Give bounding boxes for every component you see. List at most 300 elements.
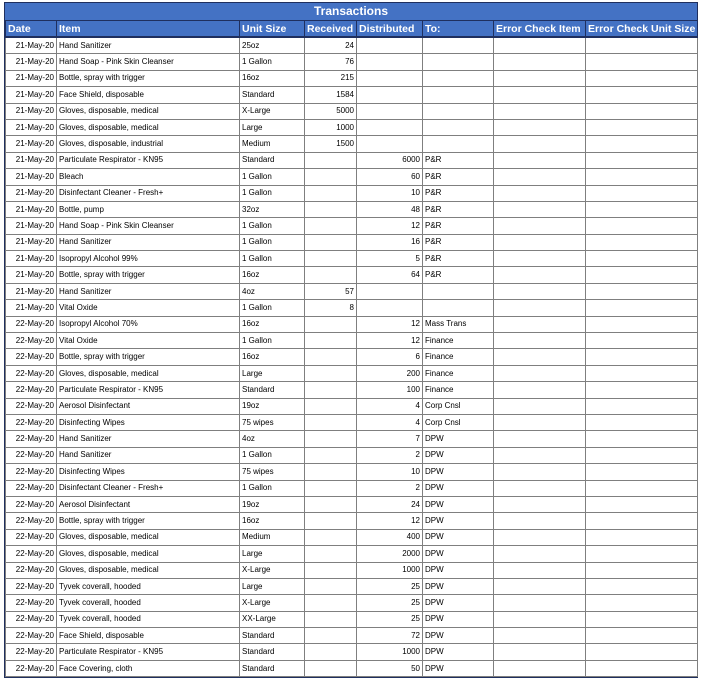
cell-error-check-item[interactable]: [494, 480, 586, 496]
cell-to[interactable]: DPW: [423, 578, 494, 594]
cell-error-check-unit-size[interactable]: [586, 595, 698, 611]
cell-error-check-unit-size[interactable]: [586, 218, 698, 234]
cell-error-check-item[interactable]: [494, 316, 586, 332]
cell-to[interactable]: P&R: [423, 169, 494, 185]
cell-error-check-unit-size[interactable]: [586, 398, 698, 414]
cell-item[interactable]: Gloves, disposable, medical: [57, 119, 240, 135]
cell-received[interactable]: [305, 218, 357, 234]
cell-to[interactable]: DPW: [423, 431, 494, 447]
cell-to[interactable]: [423, 37, 494, 54]
cell-item[interactable]: Hand Soap - Pink Skin Cleanser: [57, 54, 240, 70]
cell-date[interactable]: 22-May-20: [6, 464, 57, 480]
cell-error-check-unit-size[interactable]: [586, 414, 698, 430]
cell-item[interactable]: Isopropyl Alcohol 70%: [57, 316, 240, 332]
cell-to[interactable]: DPW: [423, 611, 494, 627]
cell-received[interactable]: 8: [305, 300, 357, 316]
cell-to[interactable]: DPW: [423, 595, 494, 611]
cell-to[interactable]: Mass Trans: [423, 316, 494, 332]
cell-received[interactable]: [305, 644, 357, 660]
cell-item[interactable]: Gloves, disposable, medical: [57, 365, 240, 381]
cell-distributed[interactable]: [357, 300, 423, 316]
cell-received[interactable]: [305, 234, 357, 250]
cell-date[interactable]: 22-May-20: [6, 578, 57, 594]
cell-received[interactable]: 24: [305, 37, 357, 54]
cell-to[interactable]: DPW: [423, 644, 494, 660]
cell-item[interactable]: Bottle, pump: [57, 201, 240, 217]
cell-to[interactable]: Corp Cnsl: [423, 398, 494, 414]
cell-date[interactable]: 22-May-20: [6, 447, 57, 463]
cell-item[interactable]: Hand Sanitizer: [57, 431, 240, 447]
cell-date[interactable]: 22-May-20: [6, 660, 57, 676]
cell-to[interactable]: [423, 87, 494, 103]
cell-error-check-item[interactable]: [494, 365, 586, 381]
cell-error-check-unit-size[interactable]: [586, 201, 698, 217]
cell-error-check-unit-size[interactable]: [586, 529, 698, 545]
cell-to[interactable]: P&R: [423, 218, 494, 234]
cell-distributed[interactable]: 2000: [357, 546, 423, 562]
cell-item[interactable]: Hand Sanitizer: [57, 234, 240, 250]
cell-received[interactable]: [305, 628, 357, 644]
cell-error-check-item[interactable]: [494, 529, 586, 545]
cell-unit-size[interactable]: Medium: [240, 529, 305, 545]
cell-error-check-unit-size[interactable]: [586, 283, 698, 299]
cell-date[interactable]: 21-May-20: [6, 251, 57, 267]
cell-error-check-unit-size[interactable]: [586, 578, 698, 594]
cell-date[interactable]: 21-May-20: [6, 283, 57, 299]
cell-date[interactable]: 21-May-20: [6, 119, 57, 135]
cell-error-check-item[interactable]: [494, 119, 586, 135]
cell-distributed[interactable]: 12: [357, 218, 423, 234]
cell-error-check-item[interactable]: [494, 136, 586, 152]
cell-item[interactable]: Disinfectant Cleaner - Fresh+: [57, 185, 240, 201]
cell-to[interactable]: Finance: [423, 349, 494, 365]
cell-date[interactable]: 22-May-20: [6, 546, 57, 562]
cell-date[interactable]: 22-May-20: [6, 611, 57, 627]
cell-to[interactable]: [423, 103, 494, 119]
cell-date[interactable]: 21-May-20: [6, 136, 57, 152]
cell-to[interactable]: DPW: [423, 513, 494, 529]
cell-received[interactable]: [305, 201, 357, 217]
cell-received[interactable]: [305, 447, 357, 463]
cell-received[interactable]: [305, 169, 357, 185]
cell-date[interactable]: 21-May-20: [6, 218, 57, 234]
cell-error-check-item[interactable]: [494, 37, 586, 54]
cell-error-check-item[interactable]: [494, 447, 586, 463]
cell-distributed[interactable]: [357, 54, 423, 70]
cell-distributed[interactable]: 60: [357, 169, 423, 185]
cell-distributed[interactable]: 100: [357, 382, 423, 398]
cell-distributed[interactable]: 6000: [357, 152, 423, 168]
cell-to[interactable]: DPW: [423, 480, 494, 496]
cell-error-check-item[interactable]: [494, 300, 586, 316]
header-error-check-item[interactable]: Error Check Item: [494, 21, 586, 37]
cell-unit-size[interactable]: 16oz: [240, 267, 305, 283]
cell-error-check-unit-size[interactable]: [586, 185, 698, 201]
cell-error-check-unit-size[interactable]: [586, 513, 698, 529]
header-unit-size[interactable]: Unit Size: [240, 21, 305, 37]
cell-distributed[interactable]: [357, 37, 423, 54]
cell-date[interactable]: 22-May-20: [6, 316, 57, 332]
cell-date[interactable]: 22-May-20: [6, 431, 57, 447]
cell-received[interactable]: [305, 414, 357, 430]
cell-unit-size[interactable]: X-Large: [240, 595, 305, 611]
header-distributed[interactable]: Distributed: [357, 21, 423, 37]
cell-to[interactable]: DPW: [423, 529, 494, 545]
cell-received[interactable]: [305, 349, 357, 365]
cell-date[interactable]: 21-May-20: [6, 201, 57, 217]
cell-date[interactable]: 22-May-20: [6, 496, 57, 512]
cell-unit-size[interactable]: 1 Gallon: [240, 333, 305, 349]
cell-received[interactable]: 1584: [305, 87, 357, 103]
cell-item[interactable]: Disinfecting Wipes: [57, 414, 240, 430]
cell-date[interactable]: 22-May-20: [6, 349, 57, 365]
cell-error-check-unit-size[interactable]: [586, 382, 698, 398]
cell-item[interactable]: Vital Oxide: [57, 300, 240, 316]
cell-date[interactable]: 21-May-20: [6, 70, 57, 86]
cell-error-check-unit-size[interactable]: [586, 103, 698, 119]
cell-date[interactable]: 21-May-20: [6, 234, 57, 250]
cell-item[interactable]: Hand Sanitizer: [57, 37, 240, 54]
cell-error-check-item[interactable]: [494, 595, 586, 611]
cell-date[interactable]: 22-May-20: [6, 529, 57, 545]
cell-to[interactable]: P&R: [423, 267, 494, 283]
cell-to[interactable]: Finance: [423, 382, 494, 398]
cell-unit-size[interactable]: 1 Gallon: [240, 185, 305, 201]
cell-error-check-unit-size[interactable]: [586, 251, 698, 267]
cell-item[interactable]: Isopropyl Alcohol 99%: [57, 251, 240, 267]
cell-item[interactable]: Gloves, disposable, medical: [57, 529, 240, 545]
cell-error-check-unit-size[interactable]: [586, 431, 698, 447]
cell-error-check-item[interactable]: [494, 283, 586, 299]
cell-distributed[interactable]: [357, 283, 423, 299]
cell-received[interactable]: [305, 480, 357, 496]
cell-date[interactable]: 21-May-20: [6, 185, 57, 201]
cell-received[interactable]: [305, 267, 357, 283]
cell-error-check-item[interactable]: [494, 103, 586, 119]
cell-distributed[interactable]: 72: [357, 628, 423, 644]
cell-error-check-unit-size[interactable]: [586, 480, 698, 496]
cell-unit-size[interactable]: 1 Gallon: [240, 54, 305, 70]
cell-unit-size[interactable]: 16oz: [240, 70, 305, 86]
cell-error-check-item[interactable]: [494, 628, 586, 644]
cell-error-check-unit-size[interactable]: [586, 136, 698, 152]
cell-distributed[interactable]: 25: [357, 595, 423, 611]
cell-unit-size[interactable]: Standard: [240, 87, 305, 103]
cell-error-check-item[interactable]: [494, 578, 586, 594]
cell-to[interactable]: Finance: [423, 333, 494, 349]
cell-date[interactable]: 22-May-20: [6, 365, 57, 381]
cell-unit-size[interactable]: 32oz: [240, 201, 305, 217]
cell-error-check-unit-size[interactable]: [586, 119, 698, 135]
cell-received[interactable]: [305, 185, 357, 201]
cell-to[interactable]: [423, 119, 494, 135]
cell-error-check-unit-size[interactable]: [586, 169, 698, 185]
cell-to[interactable]: Corp Cnsl: [423, 414, 494, 430]
cell-to[interactable]: P&R: [423, 152, 494, 168]
cell-date[interactable]: 21-May-20: [6, 169, 57, 185]
cell-unit-size[interactable]: Medium: [240, 136, 305, 152]
cell-to[interactable]: DPW: [423, 447, 494, 463]
cell-error-check-unit-size[interactable]: [586, 333, 698, 349]
cell-item[interactable]: Gloves, disposable, medical: [57, 546, 240, 562]
cell-distributed[interactable]: [357, 103, 423, 119]
cell-distributed[interactable]: [357, 119, 423, 135]
cell-error-check-unit-size[interactable]: [586, 267, 698, 283]
cell-received[interactable]: [305, 578, 357, 594]
cell-received[interactable]: 76: [305, 54, 357, 70]
cell-distributed[interactable]: 5: [357, 251, 423, 267]
cell-unit-size[interactable]: Standard: [240, 628, 305, 644]
cell-unit-size[interactable]: 4oz: [240, 283, 305, 299]
cell-item[interactable]: Gloves, disposable, industrial: [57, 136, 240, 152]
cell-received[interactable]: [305, 316, 357, 332]
cell-received[interactable]: 215: [305, 70, 357, 86]
cell-error-check-item[interactable]: [494, 660, 586, 676]
cell-distributed[interactable]: 4: [357, 414, 423, 430]
cell-error-check-item[interactable]: [494, 54, 586, 70]
cell-received[interactable]: [305, 464, 357, 480]
cell-distributed[interactable]: 10: [357, 464, 423, 480]
cell-unit-size[interactable]: Standard: [240, 660, 305, 676]
cell-to[interactable]: P&R: [423, 201, 494, 217]
cell-received[interactable]: [305, 398, 357, 414]
cell-error-check-unit-size[interactable]: [586, 300, 698, 316]
cell-item[interactable]: Gloves, disposable, medical: [57, 103, 240, 119]
cell-error-check-item[interactable]: [494, 152, 586, 168]
cell-error-check-unit-size[interactable]: [586, 349, 698, 365]
cell-item[interactable]: Aerosol Disinfectant: [57, 496, 240, 512]
cell-unit-size[interactable]: 16oz: [240, 513, 305, 529]
cell-distributed[interactable]: 50: [357, 660, 423, 676]
cell-error-check-unit-size[interactable]: [586, 87, 698, 103]
cell-item[interactable]: Hand Sanitizer: [57, 283, 240, 299]
cell-received[interactable]: [305, 431, 357, 447]
header-item[interactable]: Item: [57, 21, 240, 37]
cell-distributed[interactable]: 10: [357, 185, 423, 201]
cell-error-check-item[interactable]: [494, 382, 586, 398]
cell-error-check-item[interactable]: [494, 201, 586, 217]
cell-to[interactable]: Finance: [423, 365, 494, 381]
cell-date[interactable]: 21-May-20: [6, 87, 57, 103]
cell-date[interactable]: 21-May-20: [6, 103, 57, 119]
cell-error-check-item[interactable]: [494, 464, 586, 480]
cell-to[interactable]: [423, 136, 494, 152]
cell-distributed[interactable]: 48: [357, 201, 423, 217]
cell-date[interactable]: 22-May-20: [6, 382, 57, 398]
cell-to[interactable]: DPW: [423, 464, 494, 480]
cell-unit-size[interactable]: X-Large: [240, 103, 305, 119]
cell-received[interactable]: [305, 251, 357, 267]
cell-received[interactable]: [305, 333, 357, 349]
cell-unit-size[interactable]: 1 Gallon: [240, 447, 305, 463]
cell-date[interactable]: 22-May-20: [6, 480, 57, 496]
cell-error-check-unit-size[interactable]: [586, 365, 698, 381]
cell-received[interactable]: 1000: [305, 119, 357, 135]
cell-to[interactable]: [423, 70, 494, 86]
cell-date[interactable]: 21-May-20: [6, 300, 57, 316]
cell-to[interactable]: [423, 54, 494, 70]
cell-error-check-unit-size[interactable]: [586, 496, 698, 512]
cell-received[interactable]: 5000: [305, 103, 357, 119]
cell-error-check-unit-size[interactable]: [586, 644, 698, 660]
cell-unit-size[interactable]: 1 Gallon: [240, 218, 305, 234]
cell-received[interactable]: 1500: [305, 136, 357, 152]
cell-item[interactable]: Particulate Respirator - KN95: [57, 382, 240, 398]
cell-error-check-item[interactable]: [494, 169, 586, 185]
cell-distributed[interactable]: 25: [357, 611, 423, 627]
cell-distributed[interactable]: 24: [357, 496, 423, 512]
cell-error-check-unit-size[interactable]: [586, 37, 698, 54]
cell-received[interactable]: [305, 611, 357, 627]
header-error-check-unit-size[interactable]: Error Check Unit Size: [586, 21, 698, 37]
cell-error-check-item[interactable]: [494, 87, 586, 103]
cell-distributed[interactable]: 64: [357, 267, 423, 283]
cell-unit-size[interactable]: 1 Gallon: [240, 169, 305, 185]
cell-distributed[interactable]: 12: [357, 333, 423, 349]
cell-error-check-unit-size[interactable]: [586, 546, 698, 562]
header-to[interactable]: To:: [423, 21, 494, 37]
cell-error-check-unit-size[interactable]: [586, 464, 698, 480]
cell-error-check-item[interactable]: [494, 70, 586, 86]
cell-item[interactable]: Gloves, disposable, medical: [57, 562, 240, 578]
cell-item[interactable]: Tyvek coverall, hooded: [57, 595, 240, 611]
cell-unit-size[interactable]: Large: [240, 546, 305, 562]
cell-error-check-item[interactable]: [494, 333, 586, 349]
cell-item[interactable]: Disinfectant Cleaner - Fresh+: [57, 480, 240, 496]
cell-date[interactable]: 22-May-20: [6, 628, 57, 644]
cell-distributed[interactable]: [357, 87, 423, 103]
cell-received[interactable]: [305, 496, 357, 512]
cell-distributed[interactable]: 7: [357, 431, 423, 447]
cell-item[interactable]: Disinfecting Wipes: [57, 464, 240, 480]
cell-error-check-item[interactable]: [494, 611, 586, 627]
cell-date[interactable]: 22-May-20: [6, 333, 57, 349]
cell-unit-size[interactable]: 1 Gallon: [240, 300, 305, 316]
cell-unit-size[interactable]: 75 wipes: [240, 464, 305, 480]
cell-error-check-item[interactable]: [494, 513, 586, 529]
cell-received[interactable]: [305, 660, 357, 676]
cell-item[interactable]: Particulate Respirator - KN95: [57, 644, 240, 660]
cell-distributed[interactable]: 400: [357, 529, 423, 545]
cell-to[interactable]: DPW: [423, 546, 494, 562]
cell-to[interactable]: P&R: [423, 234, 494, 250]
cell-unit-size[interactable]: 1 Gallon: [240, 234, 305, 250]
cell-distributed[interactable]: 25: [357, 578, 423, 594]
cell-unit-size[interactable]: 4oz: [240, 431, 305, 447]
cell-received[interactable]: [305, 382, 357, 398]
cell-unit-size[interactable]: 19oz: [240, 496, 305, 512]
cell-date[interactable]: 21-May-20: [6, 54, 57, 70]
cell-item[interactable]: Hand Sanitizer: [57, 447, 240, 463]
cell-date[interactable]: 22-May-20: [6, 513, 57, 529]
cell-distributed[interactable]: 12: [357, 513, 423, 529]
cell-to[interactable]: [423, 283, 494, 299]
header-date[interactable]: Date: [6, 21, 57, 37]
cell-date[interactable]: 22-May-20: [6, 562, 57, 578]
cell-distributed[interactable]: 1000: [357, 562, 423, 578]
cell-received[interactable]: [305, 365, 357, 381]
cell-error-check-item[interactable]: [494, 562, 586, 578]
cell-to[interactable]: DPW: [423, 628, 494, 644]
cell-distributed[interactable]: 6: [357, 349, 423, 365]
cell-distributed[interactable]: 200: [357, 365, 423, 381]
cell-error-check-item[interactable]: [494, 349, 586, 365]
cell-unit-size[interactable]: 16oz: [240, 316, 305, 332]
cell-received[interactable]: [305, 152, 357, 168]
cell-item[interactable]: Bottle, spray with trigger: [57, 70, 240, 86]
cell-unit-size[interactable]: Large: [240, 578, 305, 594]
cell-item[interactable]: Bottle, spray with trigger: [57, 513, 240, 529]
cell-date[interactable]: 22-May-20: [6, 414, 57, 430]
cell-date[interactable]: 22-May-20: [6, 595, 57, 611]
cell-date[interactable]: 21-May-20: [6, 152, 57, 168]
cell-unit-size[interactable]: 19oz: [240, 398, 305, 414]
cell-item[interactable]: Vital Oxide: [57, 333, 240, 349]
cell-error-check-unit-size[interactable]: [586, 447, 698, 463]
cell-error-check-item[interactable]: [494, 267, 586, 283]
cell-unit-size[interactable]: Large: [240, 119, 305, 135]
cell-item[interactable]: Bottle, spray with trigger: [57, 349, 240, 365]
cell-distributed[interactable]: 1000: [357, 644, 423, 660]
cell-error-check-item[interactable]: [494, 414, 586, 430]
cell-to[interactable]: P&R: [423, 251, 494, 267]
cell-to[interactable]: DPW: [423, 660, 494, 676]
cell-error-check-unit-size[interactable]: [586, 628, 698, 644]
cell-error-check-item[interactable]: [494, 398, 586, 414]
cell-received[interactable]: [305, 595, 357, 611]
cell-item[interactable]: Hand Soap - Pink Skin Cleanser: [57, 218, 240, 234]
cell-distributed[interactable]: 12: [357, 316, 423, 332]
cell-item[interactable]: Bleach: [57, 169, 240, 185]
cell-distributed[interactable]: 16: [357, 234, 423, 250]
cell-unit-size[interactable]: 1 Gallon: [240, 251, 305, 267]
cell-item[interactable]: Aerosol Disinfectant: [57, 398, 240, 414]
cell-item[interactable]: Face Shield, disposable: [57, 87, 240, 103]
cell-unit-size[interactable]: X-Large: [240, 562, 305, 578]
cell-date[interactable]: 21-May-20: [6, 37, 57, 54]
cell-item[interactable]: Tyvek coverall, hooded: [57, 611, 240, 627]
cell-unit-size[interactable]: 1 Gallon: [240, 480, 305, 496]
cell-distributed[interactable]: [357, 136, 423, 152]
cell-error-check-unit-size[interactable]: [586, 562, 698, 578]
cell-item[interactable]: Tyvek coverall, hooded: [57, 578, 240, 594]
cell-error-check-item[interactable]: [494, 234, 586, 250]
cell-unit-size[interactable]: 25oz: [240, 37, 305, 54]
cell-item[interactable]: Particulate Respirator - KN95: [57, 152, 240, 168]
cell-item[interactable]: Face Covering, cloth: [57, 660, 240, 676]
cell-unit-size[interactable]: Large: [240, 365, 305, 381]
header-received[interactable]: Received: [305, 21, 357, 37]
cell-error-check-unit-size[interactable]: [586, 234, 698, 250]
cell-to[interactable]: DPW: [423, 562, 494, 578]
cell-unit-size[interactable]: Standard: [240, 382, 305, 398]
cell-item[interactable]: Bottle, spray with trigger: [57, 267, 240, 283]
cell-error-check-item[interactable]: [494, 185, 586, 201]
cell-error-check-unit-size[interactable]: [586, 54, 698, 70]
cell-unit-size[interactable]: 75 wipes: [240, 414, 305, 430]
cell-to[interactable]: DPW: [423, 496, 494, 512]
cell-unit-size[interactable]: XX-Large: [240, 611, 305, 627]
cell-error-check-item[interactable]: [494, 431, 586, 447]
cell-date[interactable]: 22-May-20: [6, 398, 57, 414]
cell-received[interactable]: [305, 529, 357, 545]
cell-received[interactable]: [305, 562, 357, 578]
cell-received[interactable]: [305, 546, 357, 562]
cell-error-check-unit-size[interactable]: [586, 316, 698, 332]
cell-distributed[interactable]: 2: [357, 480, 423, 496]
cell-error-check-unit-size[interactable]: [586, 70, 698, 86]
cell-received[interactable]: [305, 513, 357, 529]
